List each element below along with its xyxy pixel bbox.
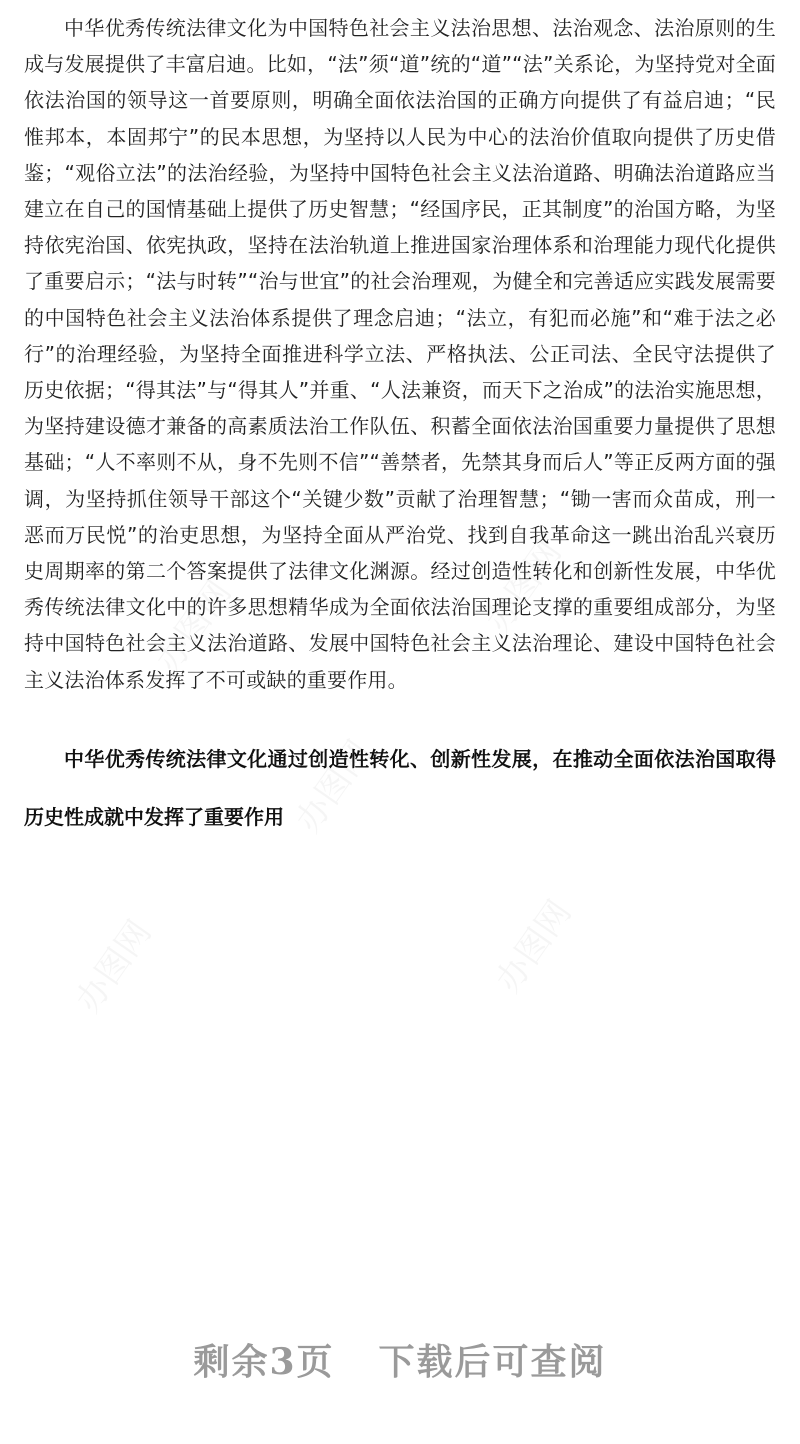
article-body [24, 10, 776, 846]
watermark: 办图网 [288, 733, 380, 840]
watermark: 办图网 [68, 913, 160, 1020]
article-paragraph: 中华优秀传统法律文化为中国特色社会主义法治思想、法治观念、法治原则的生成与发展提供了丰富启迪。比如，“法”须“道”统的“道”“法”关系论，为坚持党对全面依法治国的领导这一首要原则，明确全面依法治国的正确方向提供了有益启迪；“民惟邦本，本固邦宁”的民本思想，为坚持以人民为中心的法治价值取向提供了历史借鉴；“观俗立法”的法治经验，为坚持中国特色社会主义法治道路、明确法治道路应当建立在自己的国情基础上提供了历史智慧；“经国序民，正其制度”的治国方略，为坚持依宪治国、依宪执政，坚持在法治轨道上推进国家治理体系和治理能力现代化提供了重要启示；“法与时转”“治与世宜”的社会治理观，为健全和完善适应实践发展需要的中国特色社会主义法治体系提供了理念启迪；“法立，有犯而必施”和“难于法之必行”的治理经验，为坚持全面推进科学立法、严格执法、公正司法、全民守法提供了历史依据；“得其法”与“得其人”并重、“人法兼资，而天下之治成”的法治实施思想，为坚持建设德才兼备的高素质法治工作队伍、积蓄全面依法治国重要力量提供了思想基础；“人不率则不从，身不先则不信”“善禁者，先禁其身而后人”等正反两方面的强调，为坚持抓住领导干部这个“关键少数”贡献了治理智慧；“锄一害而众苗成，刑一恶而万民悦”的治吏思想，为坚持全面从严治党、找到自我革命这一跳出治乱兴衰历史周期率的第二个答案提供了法律文化渊源。经过创造性转化和创新性发展，中华优秀传统法律文化中的许多思想精华成为全面依法治国理论支撑的重要组成部分，为坚持中国特色社会主义法治道路、发展中国特色社会主义法治理论、建设中国特色社会主义法治体系发挥了不可或缺的重要作用。 [24, 16, 776, 692]
watermark: 办图网 [488, 893, 580, 1000]
watermark: 办图网 [148, 573, 240, 680]
section-heading: 中华优秀传统法律文化通过创造性转化、创新性发展，在推动全面依法治国取得历史性成就中发挥了重要作用 [24, 746, 776, 829]
paywall-banner[interactable] [0, 1334, 800, 1394]
watermark: 办图网 [478, 533, 570, 640]
download-prompt-label[interactable]: 下载后可查阅 [378, 1341, 607, 1383]
remaining-pages-label: 剩余3页 [193, 1341, 335, 1383]
